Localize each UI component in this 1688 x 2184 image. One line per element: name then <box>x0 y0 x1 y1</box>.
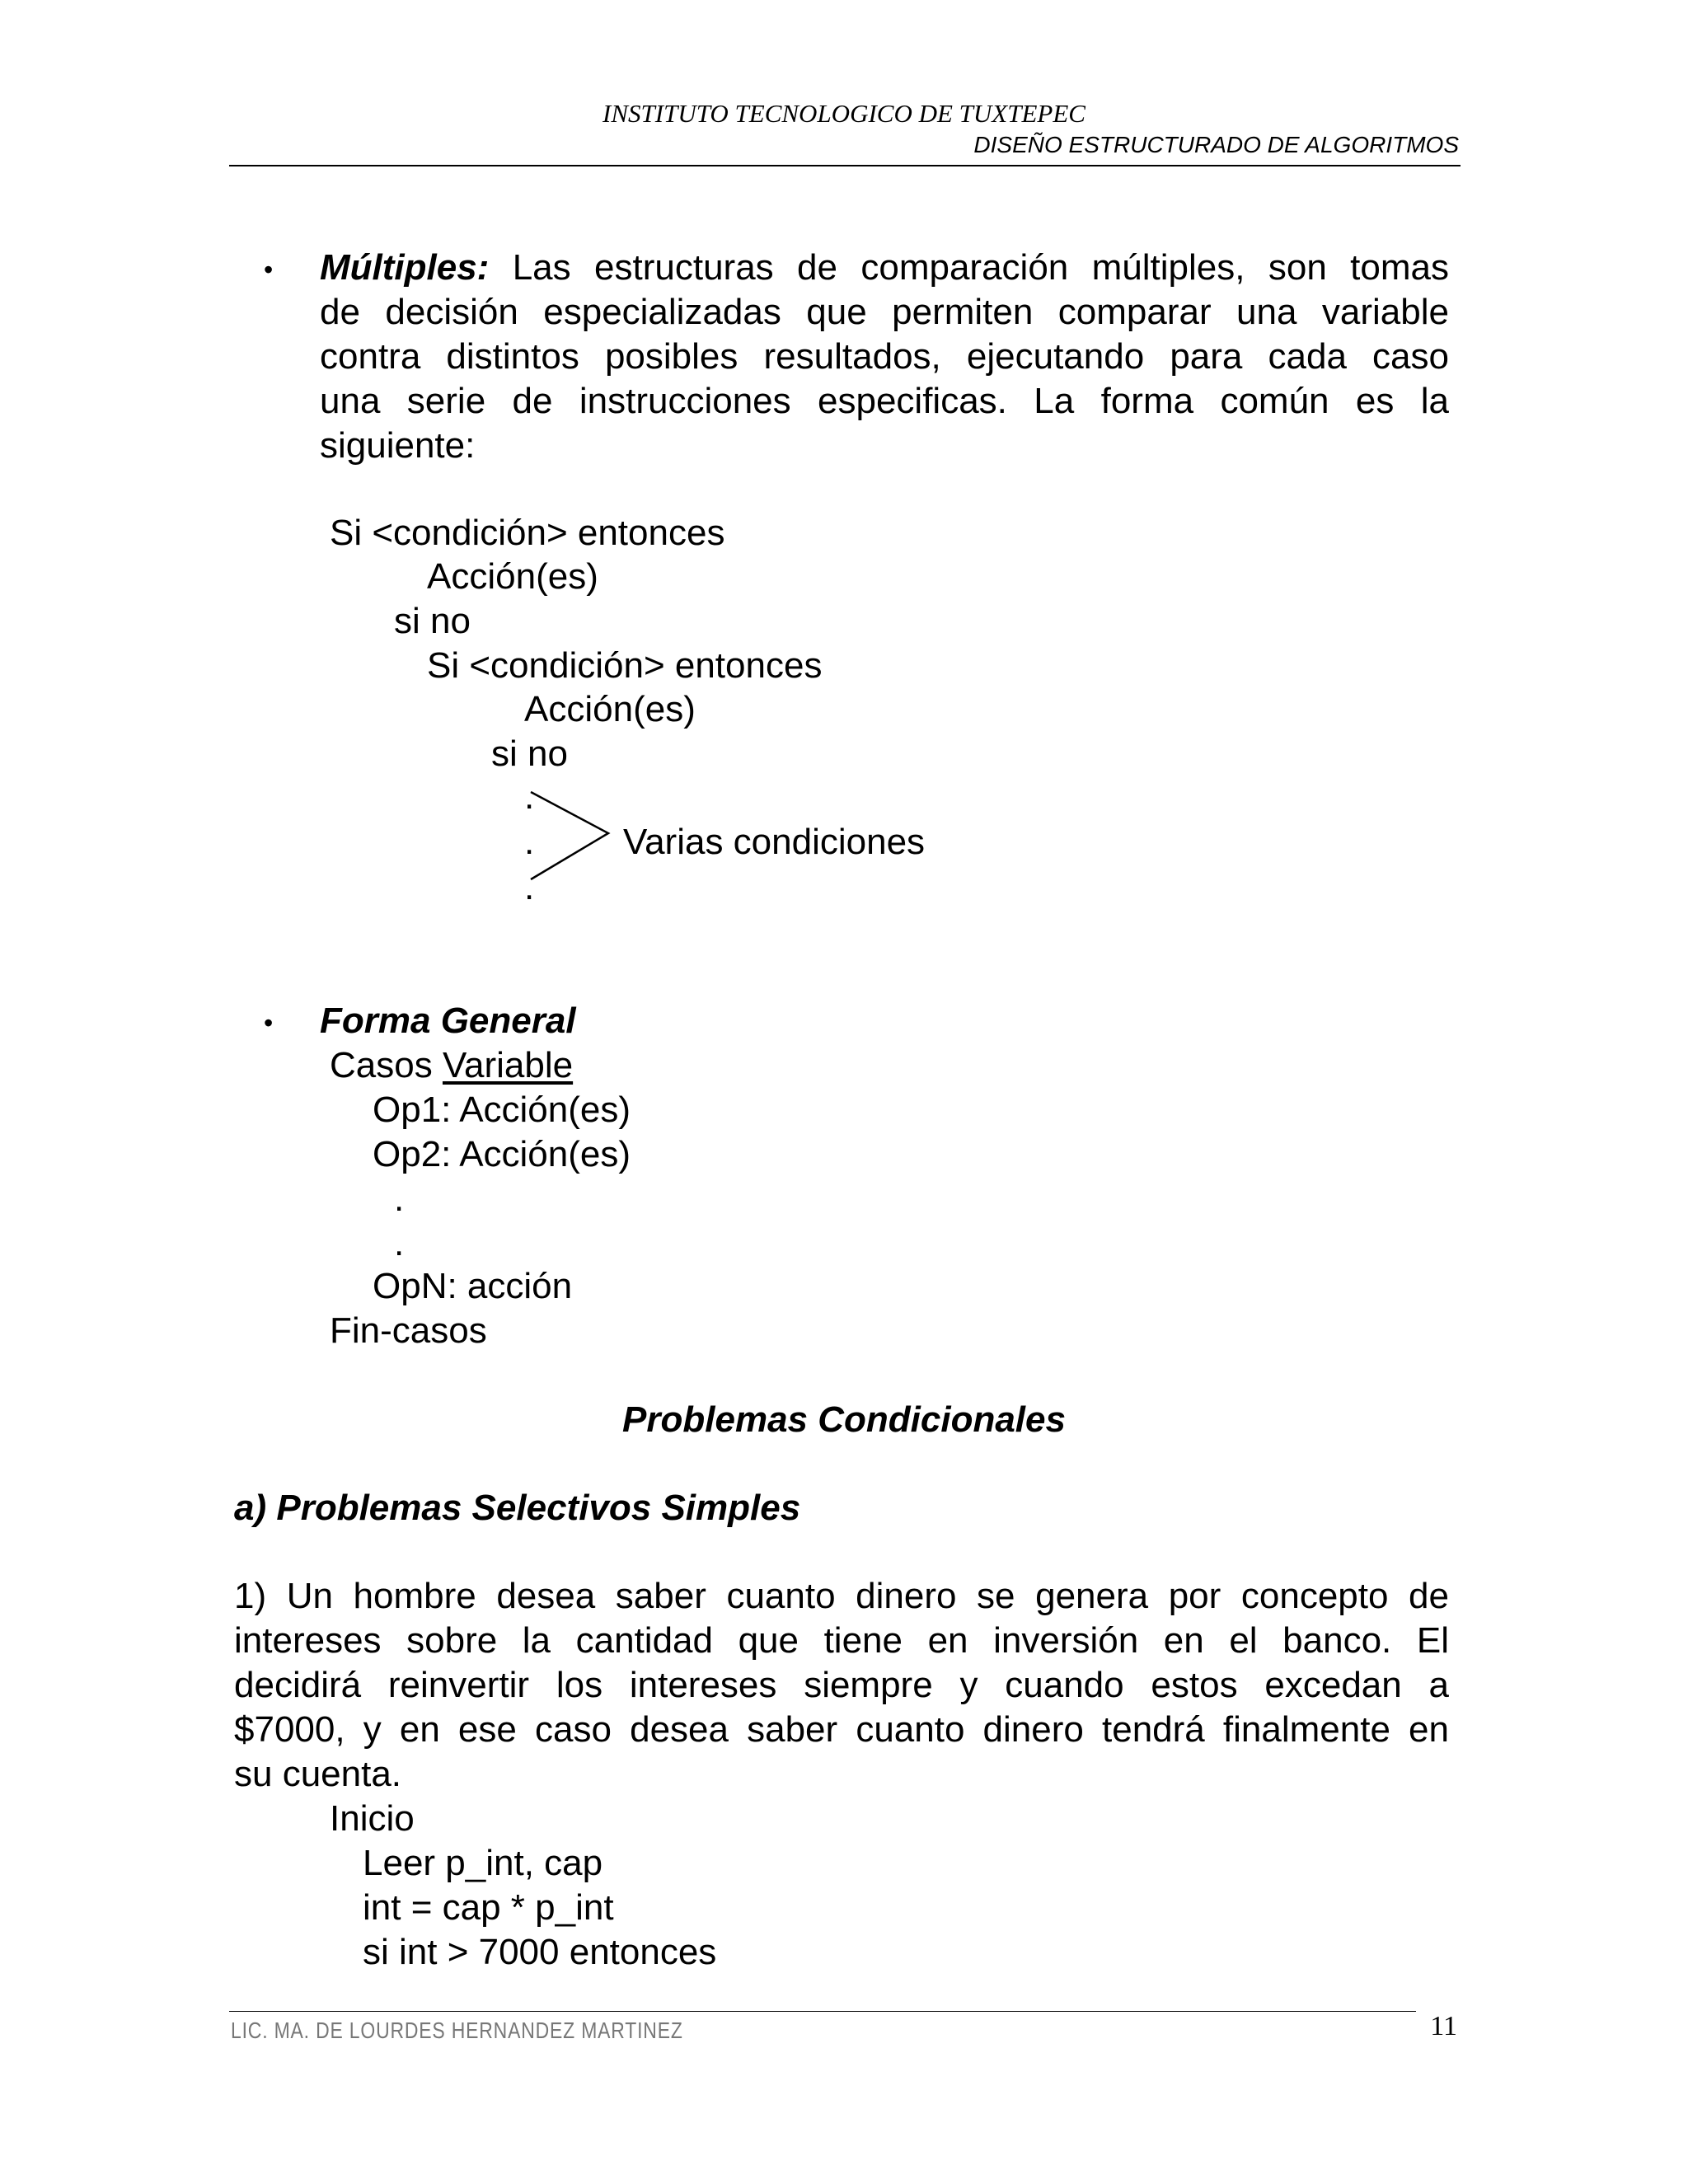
footer-author: LIC. MA. DE LOURDES HERNANDEZ MARTINEZ <box>231 2018 683 2043</box>
nested-if-line-5: Acción(es) <box>524 689 696 729</box>
problem1-paragraph <box>234 1574 1449 1797</box>
ellipsis-dot-1: . <box>524 776 535 817</box>
cases-dot-2: . <box>394 1223 405 1263</box>
op1-line: Op1: Acción(es) <box>373 1090 631 1130</box>
subsection-title: a) Problemas Selectivos Simples <box>234 1488 801 1528</box>
ellipsis-dot-3: . <box>524 867 535 907</box>
footer-rule <box>229 2011 1416 2012</box>
header-institute: INSTITUTO TECNOLOGICO DE TUXTEPEC <box>603 99 1085 128</box>
fin-casos-line: Fin-casos <box>330 1310 487 1351</box>
multiples-term: Múltiples: <box>320 247 490 288</box>
multiples-line-1: Las estructuras de comparación múltiples, son tomas <box>489 247 1449 288</box>
opn-line: OpN: acción <box>373 1266 573 1306</box>
multiples-line-5: siguiente: <box>320 425 476 466</box>
nested-if-line-6: si no <box>491 733 568 774</box>
nested-if-line-3: si no <box>394 601 471 641</box>
problem1-line-2: intereses sobre la cantidad que tiene en inversión en el banco. El <box>234 1620 1449 1661</box>
casos-variable: Variable <box>442 1045 574 1085</box>
multiples-line-3: contra distintos posibles resultados, ejecutando para cada caso <box>320 336 1449 377</box>
nested-if-line-4: Si <condición> entonces <box>427 645 823 686</box>
problem1-line-3: decidirá reinvertir los intereses siempre y cuando estos excedan a <box>234 1665 1449 1705</box>
op2-line: Op2: Acción(es) <box>373 1134 631 1174</box>
code-leer: Leer p_int, cap <box>363 1843 603 1883</box>
header-rule <box>229 165 1461 166</box>
header-subject: DISEÑO ESTRUCTURADO DE ALGORITMOS <box>973 132 1459 157</box>
section-title: Problemas Condicionales <box>622 1399 1066 1440</box>
nested-if-line-1: Si <condición> entonces <box>330 513 725 553</box>
problem1-line-1: 1) Un hombre desea saber cuanto dinero se genera por concepto de <box>234 1576 1449 1616</box>
varias-condiciones-label: Varias condiciones <box>623 822 926 862</box>
cases-dot-1: . <box>394 1179 405 1219</box>
ellipsis-dot-2: . <box>524 822 535 862</box>
bullet-forma-general: • <box>264 1008 274 1038</box>
code-inicio: Inicio <box>330 1798 415 1839</box>
nested-if-line-2: Acción(es) <box>427 556 598 597</box>
page-number: 11 <box>1430 2011 1457 2041</box>
multiples-paragraph <box>320 246 1449 468</box>
casos-line <box>330 1043 573 1088</box>
code-cond: si int > 7000 entonces <box>363 1932 717 1972</box>
bracket-arrow-icon <box>528 787 618 886</box>
multiples-line-2: de decisión especializadas que permiten comparar una variable <box>320 292 1449 332</box>
forma-general-title: Forma General <box>320 1001 576 1041</box>
casos-prefix: Casos <box>330 1045 443 1085</box>
multiples-line-4: una serie de instrucciones especificas. La forma común es la <box>320 381 1449 421</box>
bullet-multiples: • <box>264 255 274 284</box>
problem1-line-4: $7000, y en ese caso desea saber cuanto dinero tendrá finalmente en <box>234 1709 1449 1750</box>
problem1-line-5: su cuenta. <box>234 1754 402 1794</box>
code-calc: int = cap * p_int <box>363 1887 614 1928</box>
